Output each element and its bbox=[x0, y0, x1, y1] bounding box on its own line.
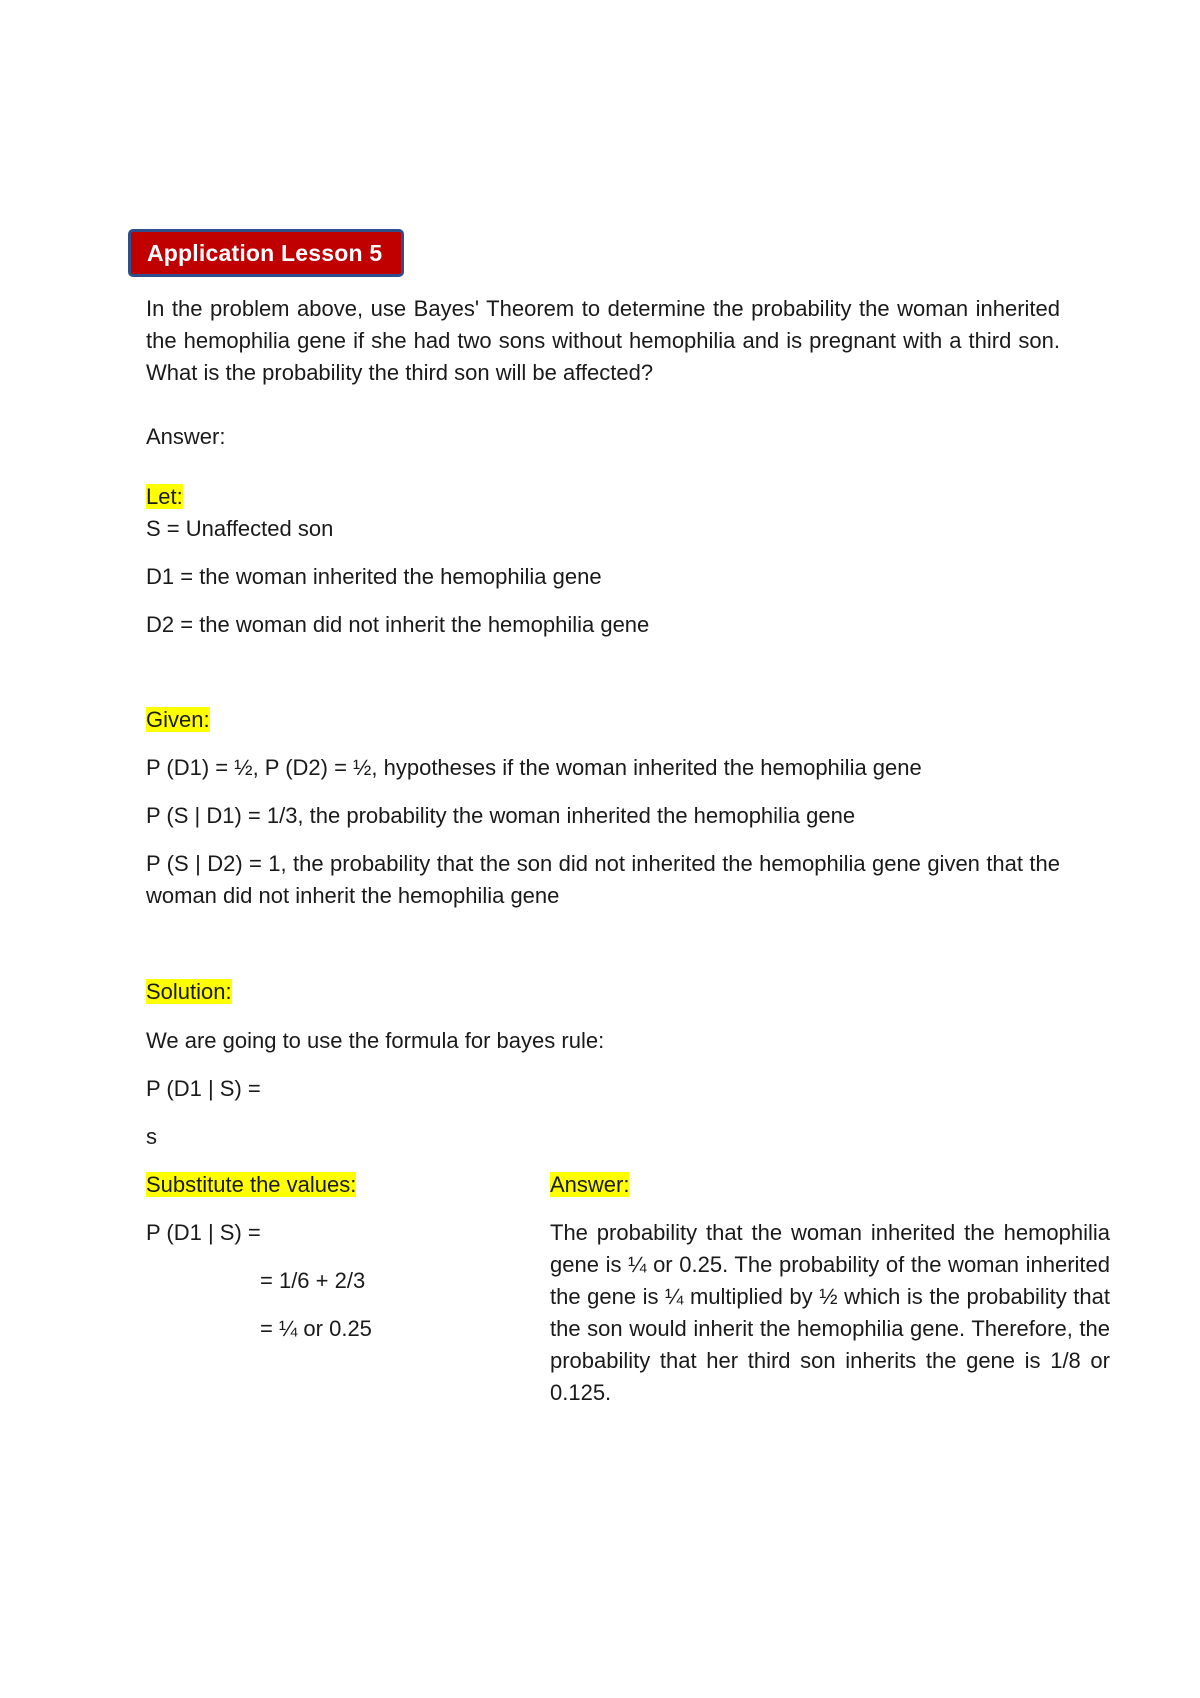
lesson-title-badge: Application Lesson 5 bbox=[128, 229, 404, 277]
let-heading bbox=[146, 481, 183, 513]
substitute-heading-text: Substitute the values: bbox=[146, 1172, 357, 1197]
given-heading bbox=[146, 704, 210, 736]
given-item-2: P (S | D1) = 1/3, the probability the woman inherited the hemophilia gene bbox=[146, 803, 856, 828]
let-heading-text: Let: bbox=[146, 484, 183, 509]
substitute-step-1: = 1/6 + 2/3 bbox=[260, 1268, 366, 1293]
substitute-formula: P (D1 | S) = bbox=[146, 1220, 261, 1245]
bayes-formula: P (D1 | S) = bbox=[146, 1076, 261, 1101]
let-item-d1: D1 = the woman inherited the hemophilia gene bbox=[146, 564, 602, 589]
given-heading-text: Given: bbox=[146, 707, 210, 732]
problem-statement: In the problem above, use Bayes' Theorem to determine the probability the woman inherited the hemophilia gene if she had two sons without hemophilia and is pregnant with a third son. What is the probability the third son will be affected? bbox=[146, 296, 1060, 385]
final-answer-heading bbox=[550, 1169, 1110, 1201]
solution-heading-text: Solution: bbox=[146, 979, 232, 1004]
solution-heading bbox=[146, 976, 232, 1008]
final-answer-heading-text: Answer: bbox=[550, 1172, 630, 1197]
substitute-heading bbox=[146, 1169, 356, 1201]
substitute-step-2: = ¼ or 0.25 bbox=[260, 1316, 372, 1341]
let-item-s: S = Unaffected son bbox=[146, 516, 334, 541]
given-item-1: P (D1) = ½, P (D2) = ½, hypotheses if the woman inherited the hemophilia gene bbox=[146, 755, 922, 780]
formula-s-line: s bbox=[146, 1124, 157, 1149]
let-item-d2: D2 = the woman did not inherit the hemophilia gene bbox=[146, 612, 650, 637]
answer-label: Answer: bbox=[146, 424, 226, 449]
solution-intro: We are going to use the formula for bayes rule: bbox=[146, 1028, 605, 1053]
final-answer-text: The probability that the woman inherited the hemophilia gene is ¼ or 0.25. The probability of the woman inherited the gene is ¼ multiplied by ½ which is the probability that the son would inherit the hemophilia gene. Therefore, the probability that her third son inherits the gene is 1/8 or 0.125. bbox=[550, 1220, 1110, 1405]
given-item-3: P (S | D2) = 1, the probability that the son did not inherited the hemophilia gene given that the woman did not inherit the hemophilia gene bbox=[146, 851, 1060, 908]
